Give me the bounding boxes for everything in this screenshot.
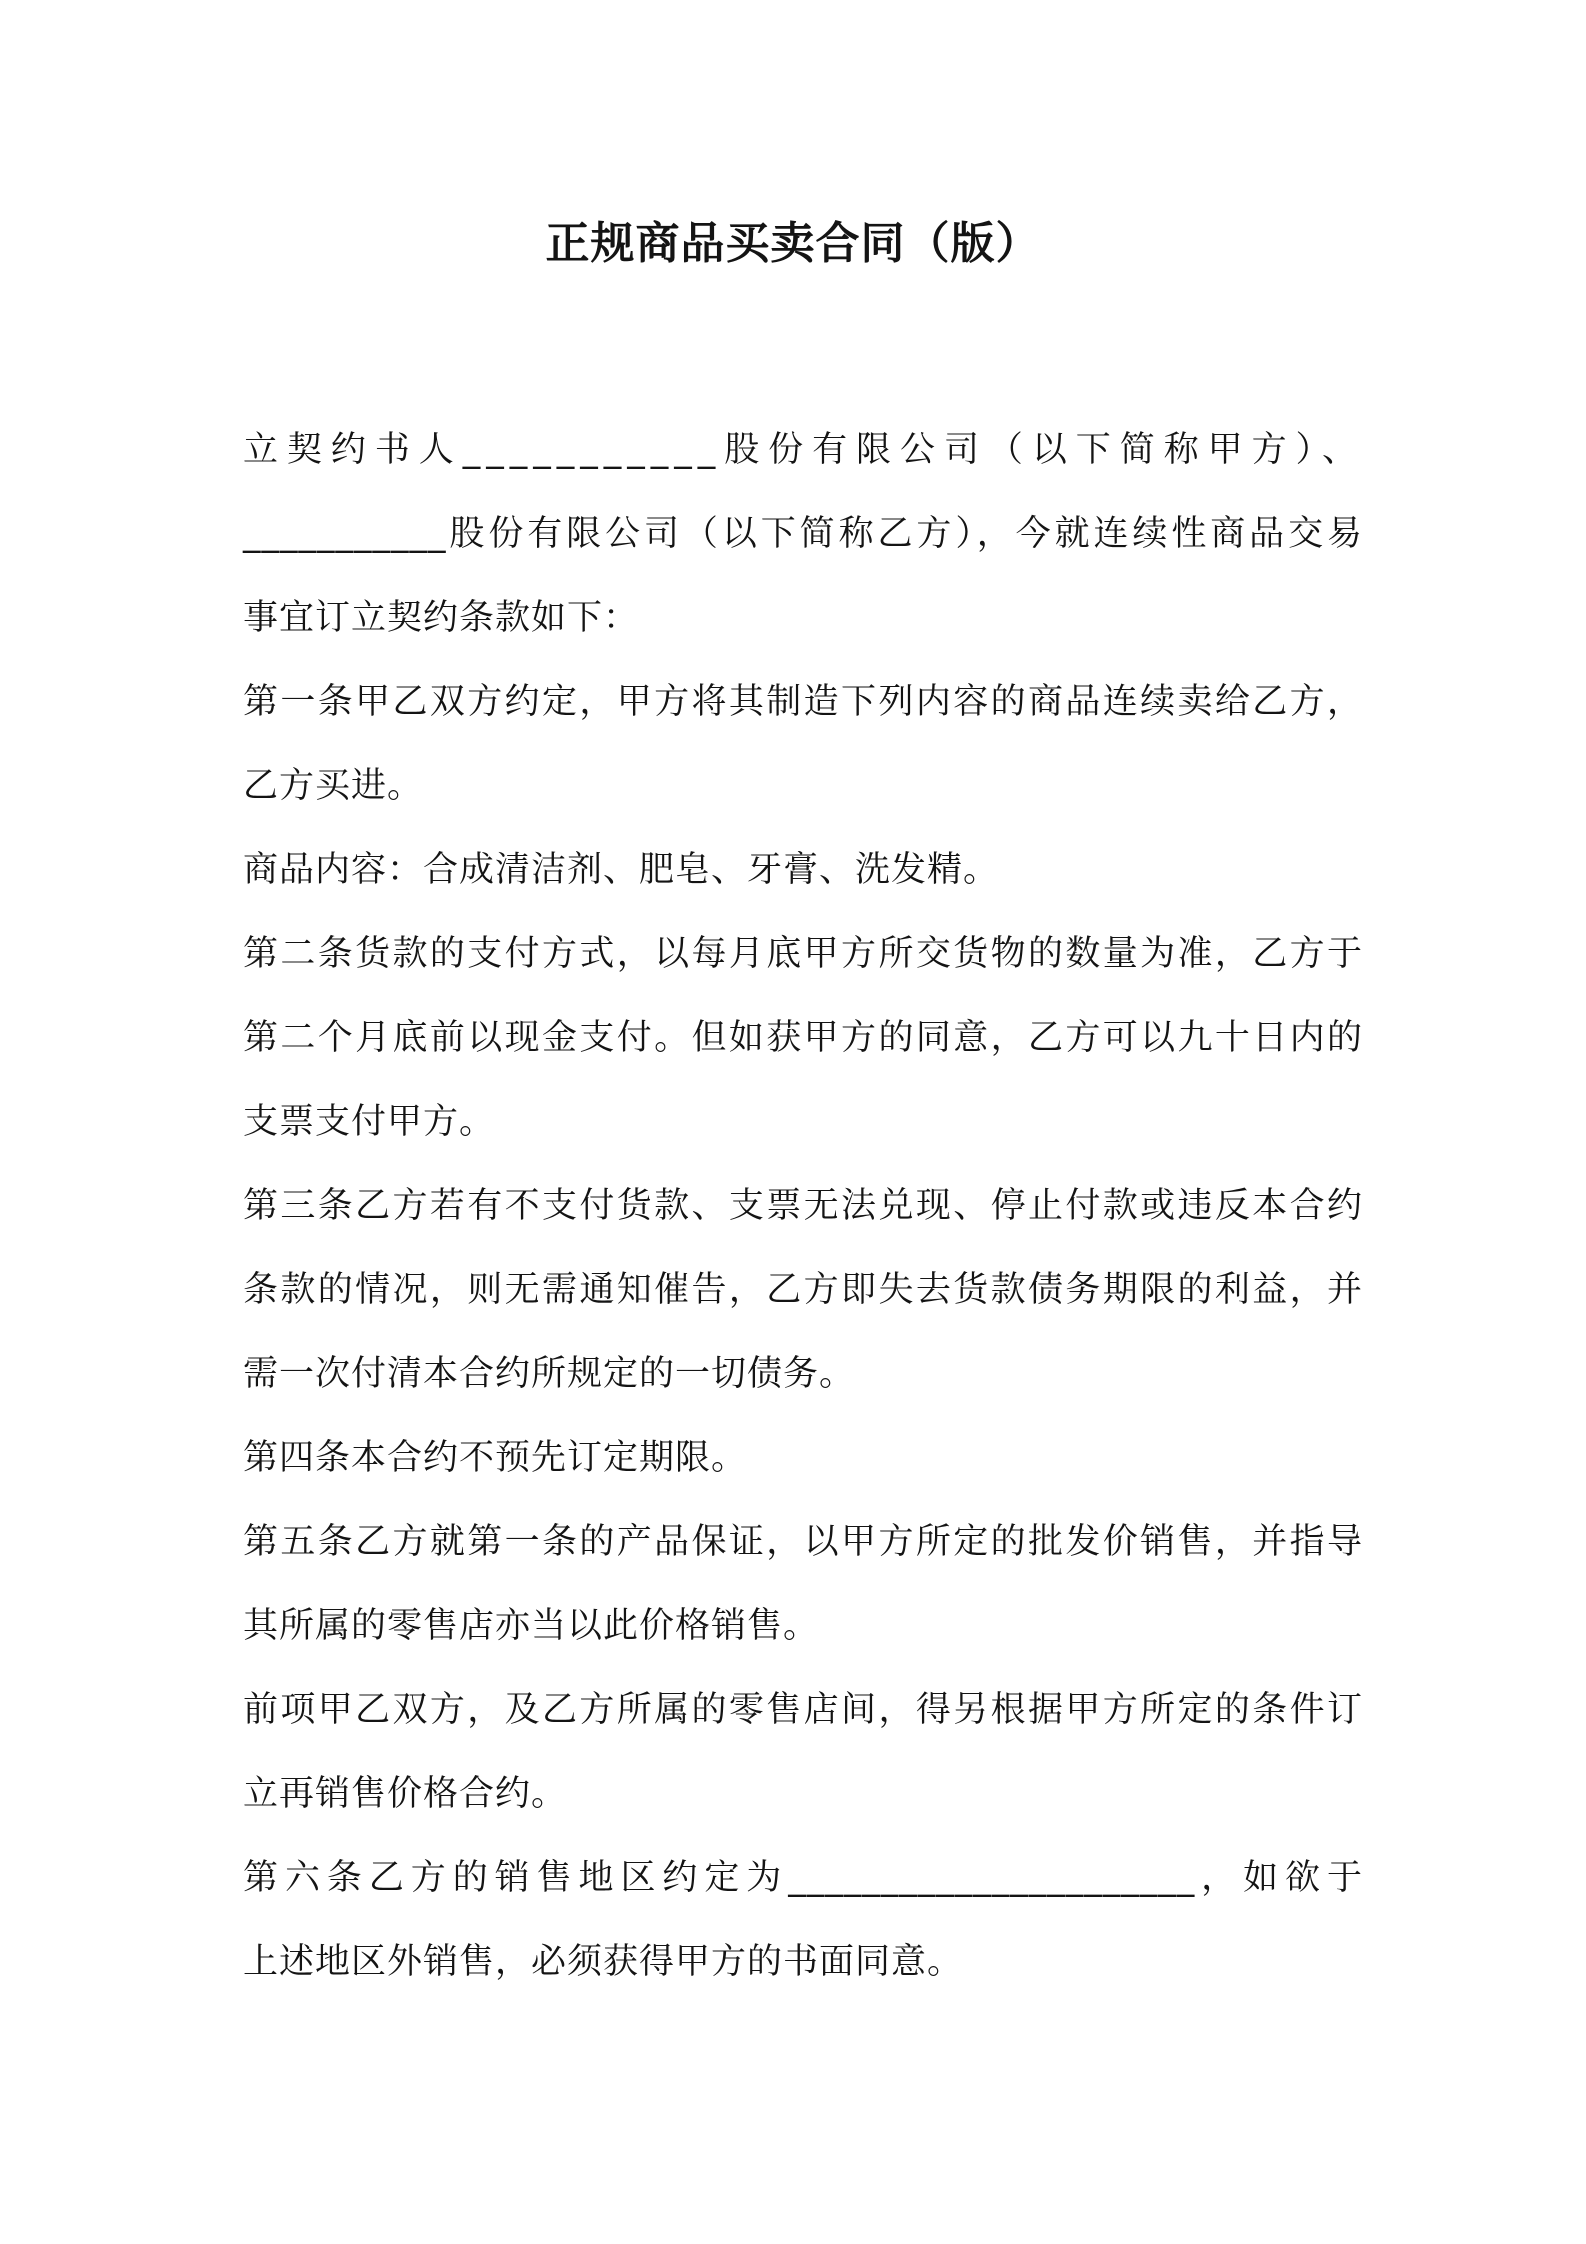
article-6-line-1: 第六条乙方的销售地区约定为______________________，如欲于: [243, 1858, 1363, 1898]
article-2-line-3: 支票支付甲方。: [243, 1102, 496, 1142]
article-1-line-2: 乙方买进。: [243, 766, 424, 806]
article-3-line-3: 需一次付清本合约所规定的一切债务。: [243, 1354, 856, 1394]
contract-line-2: ___________股份有限公司（以下简称乙方），今就连续性商品交易: [243, 514, 1363, 554]
document-title: 正规商品买卖合同（版）: [545, 218, 1041, 269]
article-3-line-1: 第三条乙方若有不支付货款、支票无法兑现、停止付款或违反本合约: [243, 1186, 1363, 1226]
contract-body: [243, 408, 1363, 2004]
contract-line-1: 立契约书人___________股份有限公司（以下简称甲方）、: [243, 430, 1363, 470]
article-5-line-1: 第五条乙方就第一条的产品保证，以甲方所定的批发价销售，并指导: [243, 1522, 1363, 1562]
article-5-paragraph-2-line-2: 立再销售价格合约。: [243, 1774, 568, 1814]
product-contents: 商品内容：合成清洁剂、肥皂、牙膏、洗发精。: [243, 850, 1000, 890]
article-5-line-2: 其所属的零售店亦当以此价格销售。: [243, 1606, 820, 1646]
article-1-line-1: 第一条甲乙双方约定，甲方将其制造下列内容的商品连续卖给乙方，: [243, 682, 1363, 722]
article-6-line-2: 上述地区外销售，必须获得甲方的书面同意。: [243, 1942, 964, 1982]
article-3-line-2: 条款的情况，则无需通知催告，乙方即失去货款债务期限的利益，并: [243, 1270, 1363, 1310]
article-2-line-2: 第二个月底前以现金支付。但如获甲方的同意，乙方可以九十日内的: [243, 1018, 1363, 1058]
article-2-line-1: 第二条货款的支付方式，以每月底甲方所交货物的数量为准，乙方于: [243, 934, 1363, 974]
contract-line-3: 事宜订立契约条款如下：: [243, 598, 640, 638]
article-4: 第四条本合约不预先订定期限。: [243, 1438, 748, 1478]
article-5-paragraph-2-line-1: 前项甲乙双方，及乙方所属的零售店间，得另根据甲方所定的条件订: [243, 1690, 1363, 1730]
